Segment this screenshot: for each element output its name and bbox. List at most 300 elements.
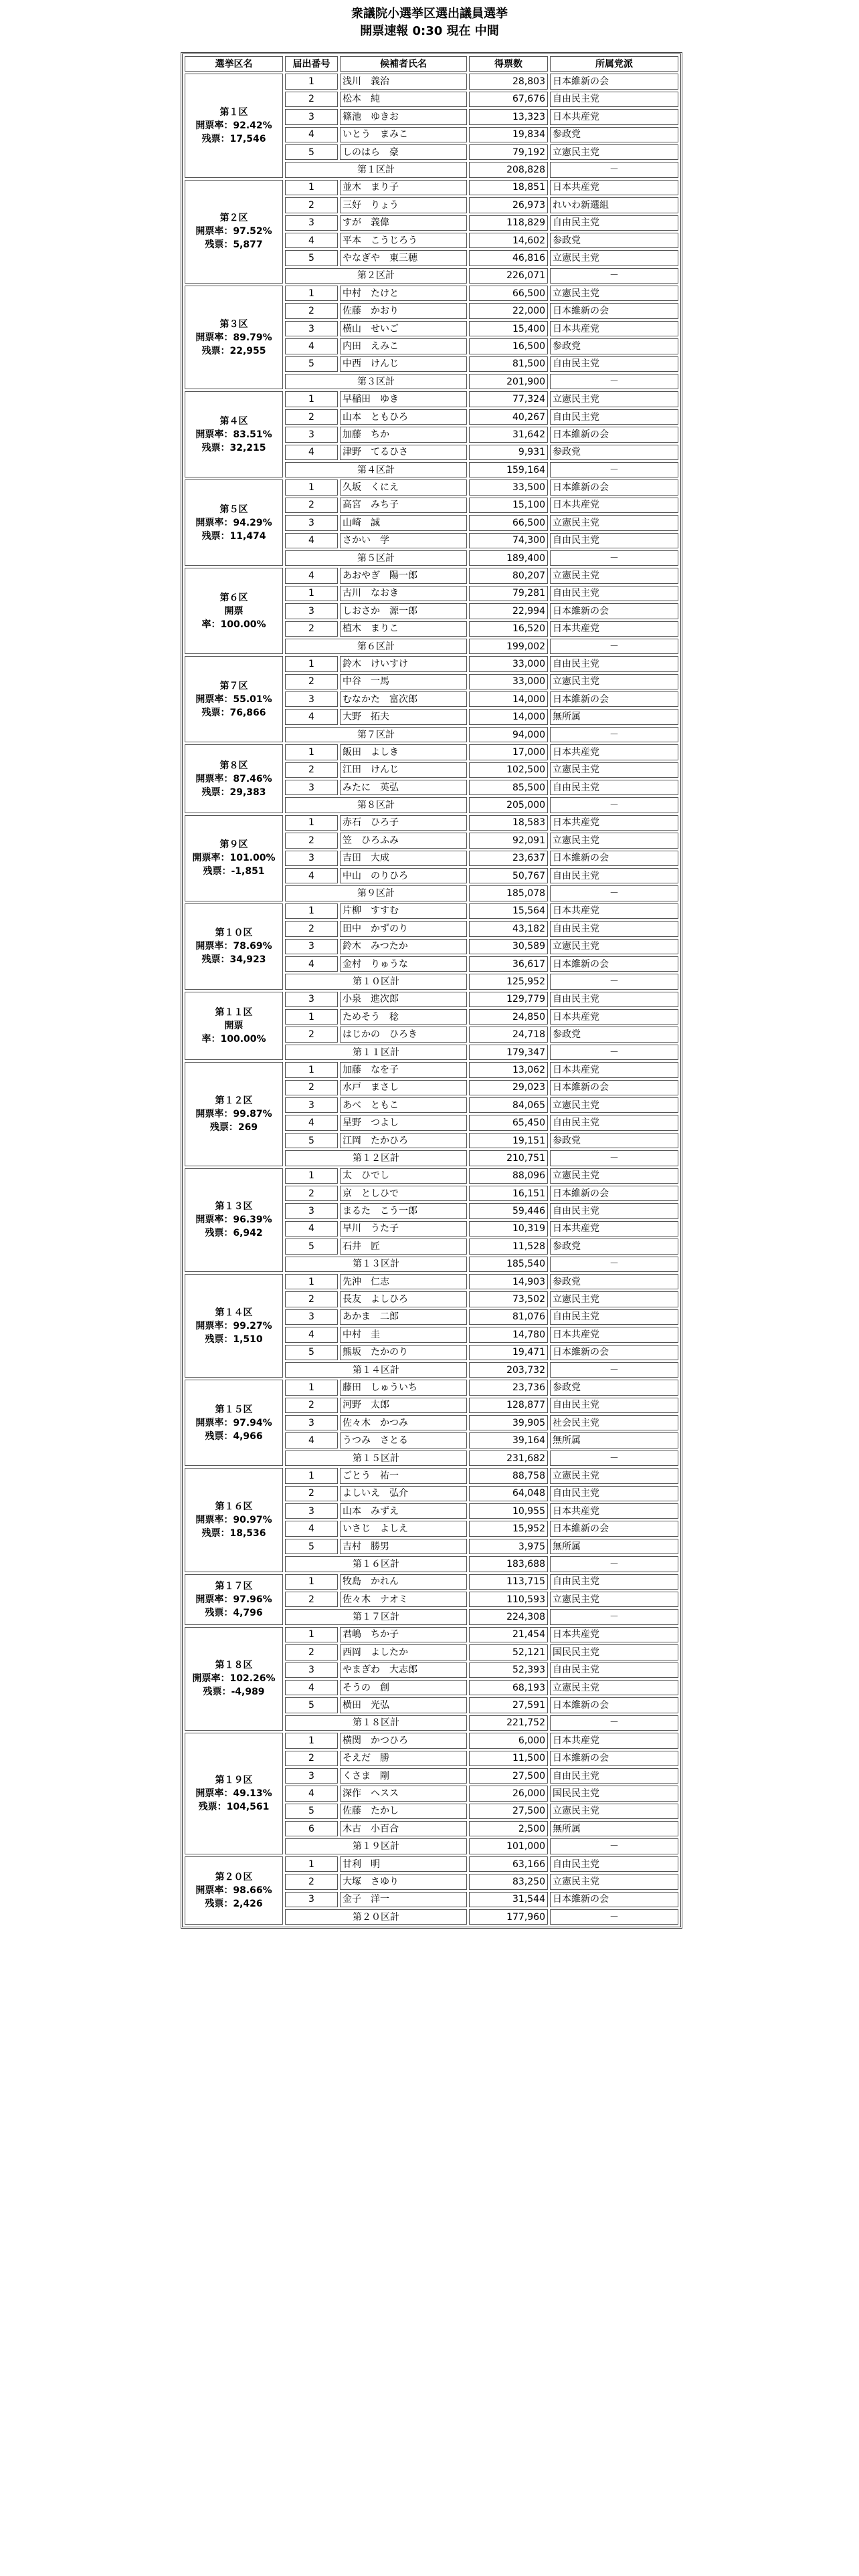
header-number: 届出番号 <box>285 56 338 72</box>
party-name: 日本共産党 <box>550 1221 678 1237</box>
remaining-votes: 残票：4,796 <box>205 1607 263 1618</box>
district-name: 第６区 <box>219 592 248 603</box>
subtotal-label: 第５区計 <box>285 550 467 566</box>
subtotal-votes: 201,900 <box>469 374 548 389</box>
subtotal-label: 第３区計 <box>285 374 467 389</box>
vote-count: 129,779 <box>469 992 548 1007</box>
filing-number: 1 <box>285 815 338 831</box>
title-line-2: 開票速報 0:30 現在 中間 <box>360 24 499 38</box>
district-cell <box>185 479 283 566</box>
remaining-value: 1,510 <box>233 1333 263 1345</box>
subtotal-label: 第１３区計 <box>285 1257 467 1272</box>
vote-count: 81,076 <box>469 1309 548 1325</box>
filing-number: 4 <box>285 1432 338 1448</box>
subtotal-label: 第２区計 <box>285 268 467 284</box>
filing-number: 1 <box>285 479 338 495</box>
party-name: 日本維新の会 <box>550 479 678 495</box>
count-rate: 開票率：78.69% <box>195 941 272 952</box>
subtotal-votes: 224,308 <box>469 1609 548 1624</box>
party-name: 日本共産党 <box>550 1503 678 1519</box>
header-row <box>185 56 678 72</box>
district-cell <box>185 391 283 477</box>
candidate-row <box>185 815 678 831</box>
party-name: 日本維新の会 <box>550 1521 678 1536</box>
party-name: 日本維新の会 <box>550 1892 678 1907</box>
vote-count: 17,000 <box>469 744 548 760</box>
candidate-name: 久坂 くにえ <box>340 479 467 495</box>
subtotal-dash: － <box>550 1257 678 1272</box>
vote-count: 67,676 <box>469 92 548 107</box>
candidate-name: 金子 洋一 <box>340 1892 467 1907</box>
vote-count: 66,500 <box>469 515 548 530</box>
district-cell <box>185 1274 283 1378</box>
filing-number: 1 <box>285 1380 338 1395</box>
district-cell <box>185 1062 283 1166</box>
vote-count: 13,062 <box>469 1062 548 1077</box>
count-rate-value: 92.42% <box>233 120 272 132</box>
candidate-row <box>185 1574 678 1590</box>
subtotal-votes: 203,732 <box>469 1362 548 1378</box>
party-name: 日本共産党 <box>550 321 678 336</box>
count-rate-value: 99.87% <box>233 1108 272 1119</box>
candidate-name: 津野 てるひさ <box>340 445 467 460</box>
vote-count: 30,589 <box>469 939 548 954</box>
candidate-name: そえだ 勝 <box>340 1751 467 1766</box>
count-rate: 開票率：90.97% <box>195 1514 272 1525</box>
candidate-name: 佐々木 かつみ <box>340 1415 467 1430</box>
party-name: 立憲民主党 <box>550 250 678 265</box>
candidate-name: 平本 こうじろう <box>340 233 467 248</box>
count-rate: 開票率：97.94% <box>195 1417 272 1428</box>
filing-number: 2 <box>285 621 338 637</box>
vote-count: 39,164 <box>469 1432 548 1448</box>
filing-number: 1 <box>285 744 338 760</box>
count-rate: 開票率：89.79% <box>195 332 272 343</box>
count-rate-value: 49.13% <box>233 1788 272 1799</box>
count-rate-value: 97.94% <box>233 1417 272 1428</box>
subtotal-label: 第１７区計 <box>285 1609 467 1624</box>
party-name: 自由民主党 <box>550 656 678 671</box>
candidate-name: 吉村 勝男 <box>340 1539 467 1554</box>
count-rate-label: 開票率 <box>195 941 224 952</box>
count-rate-value: 96.39% <box>233 1214 272 1226</box>
district-name: 第５区 <box>219 504 248 515</box>
subtotal-label: 第１５区計 <box>285 1451 467 1466</box>
remaining-label: 残票 <box>203 1687 222 1698</box>
filing-number: 4 <box>285 533 338 548</box>
subtotal-dash: － <box>550 550 678 566</box>
filing-number: 1 <box>285 391 338 407</box>
subtotal-dash: － <box>550 1556 678 1572</box>
subtotal-dash: － <box>550 1451 678 1466</box>
candidate-name: 飯田 よしき <box>340 744 467 760</box>
filing-number: 1 <box>285 656 338 671</box>
candidate-name: 江岡 たかひろ <box>340 1133 467 1148</box>
remaining-value: 76,866 <box>229 707 266 718</box>
subtotal-votes: 226,071 <box>469 268 548 284</box>
vote-count: 40,267 <box>469 409 548 425</box>
filing-number: 6 <box>285 1821 338 1836</box>
candidate-name: 鈴木 けいすけ <box>340 656 467 671</box>
filing-number: 3 <box>285 427 338 442</box>
party-name: 参政党 <box>550 445 678 460</box>
remaining-label: 残票 <box>209 1121 229 1133</box>
subtotal-label: 第７区計 <box>285 727 467 742</box>
vote-count: 18,583 <box>469 815 548 831</box>
district-name: 第１区 <box>219 107 248 118</box>
vote-count: 33,500 <box>469 479 548 495</box>
candidate-name: 甘利 明 <box>340 1856 467 1872</box>
filing-number: 4 <box>285 127 338 142</box>
candidate-name: うつみ さとる <box>340 1432 467 1448</box>
subtotal-label: 第２０区計 <box>285 1909 467 1925</box>
party-name: 日本維新の会 <box>550 1697 678 1713</box>
filing-number: 2 <box>285 303 338 318</box>
party-name: 立憲民主党 <box>550 144 678 160</box>
filing-number: 3 <box>285 215 338 231</box>
filing-number: 3 <box>285 603 338 619</box>
vote-count: 88,758 <box>469 1468 548 1483</box>
district-name: 第１０区 <box>215 928 253 939</box>
party-name: 立憲民主党 <box>550 1874 678 1889</box>
remaining-value: 22,955 <box>229 345 266 356</box>
party-name: 自由民主党 <box>550 921 678 936</box>
vote-count: 65,450 <box>469 1115 548 1130</box>
vote-count: 15,100 <box>469 498 548 513</box>
party-name: 日本共産党 <box>550 180 678 195</box>
subtotal-votes: 179,347 <box>469 1045 548 1060</box>
filing-number: 5 <box>285 1539 338 1554</box>
district-cell <box>185 903 283 990</box>
filing-number: 2 <box>285 1486 338 1501</box>
count-rate-value: 87.46% <box>233 773 272 784</box>
remaining-value: 4,796 <box>233 1607 263 1618</box>
candidate-name: 熊坂 たかのり <box>340 1345 467 1360</box>
filing-number: 1 <box>285 180 338 195</box>
candidate-name: 内田 えみこ <box>340 338 467 354</box>
party-name: 日本維新の会 <box>550 691 678 707</box>
candidate-name: 木古 小百合 <box>340 1821 467 1836</box>
vote-count: 22,994 <box>469 603 548 619</box>
subtotal-label: 第１２区計 <box>285 1150 467 1166</box>
candidate-name: 笠 ひろふみ <box>340 833 467 848</box>
filing-number: 4 <box>285 338 338 354</box>
count-rate-value: 97.96% <box>233 1594 272 1605</box>
district-name: 第１５区 <box>215 1404 253 1415</box>
subtotal-votes: 185,078 <box>469 885 548 901</box>
party-name: 自由民主党 <box>550 780 678 795</box>
header-district: 選挙区名 <box>185 56 283 72</box>
count-rate: 開票率：102.26% <box>192 1673 276 1685</box>
filing-number: 2 <box>285 1644 338 1660</box>
vote-count: 16,151 <box>469 1186 548 1201</box>
remaining-label: 残票 <box>198 1801 217 1812</box>
candidate-name: ごとう 祐一 <box>340 1468 467 1483</box>
count-rate: 開票率：55.01% <box>195 693 272 705</box>
remaining-votes: 残票：76,866 <box>201 707 266 718</box>
remaining-value: 269 <box>237 1121 258 1133</box>
party-name: 日本共産党 <box>550 744 678 760</box>
vote-count: 102,500 <box>469 762 548 778</box>
candidate-name: 太 ひでし <box>340 1168 467 1184</box>
candidate-name: むなかた 富次郎 <box>340 691 467 707</box>
party-name: 立憲民主党 <box>550 674 678 689</box>
vote-count: 15,400 <box>469 321 548 336</box>
vote-count: 9,931 <box>469 445 548 460</box>
party-name: 立憲民主党 <box>550 939 678 954</box>
results-table-header <box>185 56 678 72</box>
remaining-votes: 残票：2,426 <box>205 1899 263 1910</box>
filing-number: 1 <box>285 586 338 601</box>
candidate-name: 西岡 よしたか <box>340 1644 467 1660</box>
filing-number: 3 <box>285 515 338 530</box>
header-candidate: 候補者氏名 <box>340 56 467 72</box>
party-name: 国民民主党 <box>550 1786 678 1801</box>
party-name: 自由民主党 <box>550 1115 678 1130</box>
candidate-name: 牧島 かれん <box>340 1574 467 1590</box>
party-name: 参政党 <box>550 127 678 142</box>
count-rate-label: 開票率 <box>195 693 224 705</box>
district-cell <box>185 286 283 389</box>
candidate-name: 山本 ともひろ <box>340 409 467 425</box>
candidate-row <box>185 180 678 195</box>
party-name: 立憲民主党 <box>550 762 678 778</box>
count-rate-label: 開票率 <box>195 429 224 440</box>
remaining-label: 残票 <box>201 134 221 145</box>
candidate-name: しのはら 豪 <box>340 144 467 160</box>
remaining-votes: 残票：11,474 <box>201 530 266 542</box>
candidate-name: 江田 けんじ <box>340 762 467 778</box>
district-cell <box>185 74 283 177</box>
title-line-1: 衆議院小選挙区選出議員選挙 <box>351 7 508 21</box>
vote-count: 24,718 <box>469 1027 548 1042</box>
filing-number: 2 <box>285 1080 338 1095</box>
count-rate-value: 55.01% <box>233 693 272 705</box>
district-name: 第１３区 <box>215 1201 253 1212</box>
remaining-value: 34,923 <box>229 954 266 966</box>
district-name: 第１９区 <box>215 1774 253 1786</box>
party-name: 参政党 <box>550 1133 678 1148</box>
party-name: 立憲民主党 <box>550 1592 678 1607</box>
candidate-row <box>185 1380 678 1395</box>
remaining-label: 残票 <box>205 1607 224 1618</box>
candidate-name: 吉田 大成 <box>340 851 467 866</box>
party-name: 日本共産党 <box>550 903 678 919</box>
filing-number: 5 <box>285 1239 338 1254</box>
candidate-row <box>185 656 678 671</box>
count-rate-label: 開票率 <box>195 1108 224 1119</box>
party-name: 立憲民主党 <box>550 833 678 848</box>
count-rate: 開票率：49.13% <box>195 1788 272 1799</box>
filing-number: 3 <box>285 1662 338 1678</box>
remaining-value: 2,426 <box>233 1899 263 1910</box>
subtotal-dash: － <box>550 1715 678 1731</box>
count-rate-label: 開票率 <box>195 517 224 528</box>
filing-number: 5 <box>285 1133 338 1148</box>
count-rate: 開票率：101.00% <box>192 853 276 864</box>
party-name: 参政党 <box>550 1239 678 1254</box>
vote-count: 14,780 <box>469 1327 548 1342</box>
count-rate: 開票 率：100.00% <box>201 605 266 630</box>
district-cell <box>185 180 283 284</box>
district-name: 第１７区 <box>215 1580 253 1592</box>
vote-count: 79,281 <box>469 586 548 601</box>
party-name: 日本維新の会 <box>550 1345 678 1360</box>
party-name: 自由民主党 <box>550 1203 678 1218</box>
vote-count: 28,803 <box>469 74 548 89</box>
count-rate: 開票率：98.66% <box>195 1885 272 1897</box>
vote-count: 66,500 <box>469 286 548 301</box>
filing-number: 1 <box>285 1168 338 1184</box>
remaining-votes: 残票：-4,989 <box>203 1687 265 1698</box>
vote-count: 64,048 <box>469 1486 548 1501</box>
candidate-name: しおさか 源一郎 <box>340 603 467 619</box>
candidate-name: 浅川 義治 <box>340 74 467 89</box>
party-name: 自由民主党 <box>550 1574 678 1590</box>
count-rate-value: 78.69% <box>233 941 272 952</box>
party-name: 立憲民主党 <box>550 568 678 583</box>
candidate-name: 横山 せいご <box>340 321 467 336</box>
candidate-name: 松本 純 <box>340 92 467 107</box>
subtotal-label: 第１８区計 <box>285 1715 467 1731</box>
district-cell <box>185 1574 283 1625</box>
party-name: 無所属 <box>550 1539 678 1554</box>
filing-number: 4 <box>285 1115 338 1130</box>
party-name: 参政党 <box>550 1274 678 1289</box>
district-name: 第９区 <box>219 839 248 851</box>
remaining-value: 6,942 <box>233 1228 263 1239</box>
vote-count: 59,446 <box>469 1203 548 1218</box>
vote-count: 15,952 <box>469 1521 548 1536</box>
candidate-name: 水戸 まさし <box>340 1080 467 1095</box>
party-name: 日本共産党 <box>550 1009 678 1025</box>
filing-number: 1 <box>285 903 338 919</box>
party-name: 日本維新の会 <box>550 1751 678 1766</box>
vote-count: 118,829 <box>469 215 548 231</box>
party-name: 立憲民主党 <box>550 1168 678 1184</box>
vote-count: 23,637 <box>469 851 548 866</box>
candidate-name: 横関 かつひろ <box>340 1733 467 1748</box>
subtotal-dash: － <box>550 162 678 177</box>
header-party: 所属党派 <box>550 56 678 72</box>
remaining-votes: 残票：22,955 <box>201 345 266 356</box>
party-name: 自由民主党 <box>550 92 678 107</box>
subtotal-votes: 94,000 <box>469 727 548 742</box>
vote-count: 24,850 <box>469 1009 548 1025</box>
filing-number: 1 <box>285 1733 338 1748</box>
vote-count: 33,000 <box>469 656 548 671</box>
filing-number: 4 <box>285 1786 338 1801</box>
vote-count: 68,193 <box>469 1680 548 1695</box>
candidate-name: 篠池 ゆきお <box>340 109 467 124</box>
district-cell <box>185 1627 283 1731</box>
filing-number: 4 <box>285 233 338 248</box>
candidate-name: 先沖 仁志 <box>340 1274 467 1289</box>
subtotal-dash: － <box>550 1150 678 1166</box>
count-rate: 開票 率：100.00% <box>201 1020 266 1045</box>
candidate-row <box>185 568 678 583</box>
candidate-name: 中村 圭 <box>340 1327 467 1342</box>
subtotal-votes: 231,682 <box>469 1451 548 1466</box>
subtotal-dash: － <box>550 462 678 477</box>
subtotal-votes: 210,751 <box>469 1150 548 1166</box>
remaining-value: 4,966 <box>233 1430 263 1442</box>
count-rate-value: 97.52% <box>233 226 272 237</box>
district-name: 第１２区 <box>215 1095 253 1106</box>
subtotal-dash: － <box>550 885 678 901</box>
filing-number: 4 <box>285 568 338 583</box>
subtotal-votes: 159,164 <box>469 462 548 477</box>
vote-count: 14,000 <box>469 709 548 724</box>
district-name: 第１１区 <box>215 1006 253 1018</box>
filing-number: 3 <box>285 1203 338 1218</box>
subtotal-dash: － <box>550 1362 678 1378</box>
subtotal-votes: 208,828 <box>469 162 548 177</box>
filing-number: 1 <box>285 286 338 301</box>
party-name: 立憲民主党 <box>550 1680 678 1695</box>
vote-count: 14,000 <box>469 691 548 707</box>
count-rate-label: 開票率 <box>195 773 224 784</box>
filing-number: 1 <box>285 1627 338 1642</box>
count-rate-label: 開票率 <box>195 1417 224 1428</box>
subtotal-dash: － <box>550 1609 678 1624</box>
subtotal-dash: － <box>550 1045 678 1060</box>
count-rate-value: 100.00% <box>220 1033 266 1045</box>
candidate-name: 大野 拓夫 <box>340 709 467 724</box>
remaining-votes: 残票：17,546 <box>201 134 266 145</box>
party-name: 立憲民主党 <box>550 1468 678 1483</box>
party-name: 自由民主党 <box>550 1768 678 1784</box>
filing-number: 2 <box>285 1027 338 1042</box>
district-cell <box>185 1856 283 1925</box>
vote-count: 27,500 <box>469 1768 548 1784</box>
vote-count: 39,905 <box>469 1415 548 1430</box>
district-cell <box>185 656 283 742</box>
candidate-name: よしいえ 弘介 <box>340 1486 467 1501</box>
candidate-name: あおやぎ 陽一郎 <box>340 568 467 583</box>
count-rate-label: 開票 <box>224 605 244 617</box>
candidate-row <box>185 286 678 301</box>
filing-number: 4 <box>285 868 338 883</box>
vote-count: 11,528 <box>469 1239 548 1254</box>
party-name: 立憲民主党 <box>550 1097 678 1113</box>
subtotal-dash: － <box>550 974 678 989</box>
remaining-votes: 残票：32,215 <box>201 442 266 453</box>
vote-count: 88,096 <box>469 1168 548 1184</box>
filing-number: 4 <box>285 709 338 724</box>
subtotal-label: 第１０区計 <box>285 974 467 989</box>
vote-count: 73,502 <box>469 1291 548 1307</box>
count-rate-label: 開票率 <box>195 1214 224 1226</box>
candidate-name: 古川 なおき <box>340 586 467 601</box>
candidate-name: 早稲田 ゆき <box>340 391 467 407</box>
candidate-name: 小泉 進次郎 <box>340 992 467 1007</box>
count-rate: 開票率：96.39% <box>195 1214 272 1226</box>
subtotal-votes: 221,752 <box>469 1715 548 1731</box>
subtotal-dash: － <box>550 797 678 813</box>
candidate-name: 中西 けんじ <box>340 356 467 372</box>
candidate-name: 高宮 みち子 <box>340 498 467 513</box>
party-name: 自由民主党 <box>550 1662 678 1678</box>
remaining-value: 5,877 <box>233 239 263 251</box>
candidate-row <box>185 1274 678 1289</box>
district-name: 第７区 <box>219 680 248 691</box>
party-name: 国民民主党 <box>550 1644 678 1660</box>
party-name: 日本維新の会 <box>550 851 678 866</box>
candidate-name: 田中 かずのり <box>340 921 467 936</box>
vote-count: 19,151 <box>469 1133 548 1148</box>
vote-count: 22,000 <box>469 303 548 318</box>
